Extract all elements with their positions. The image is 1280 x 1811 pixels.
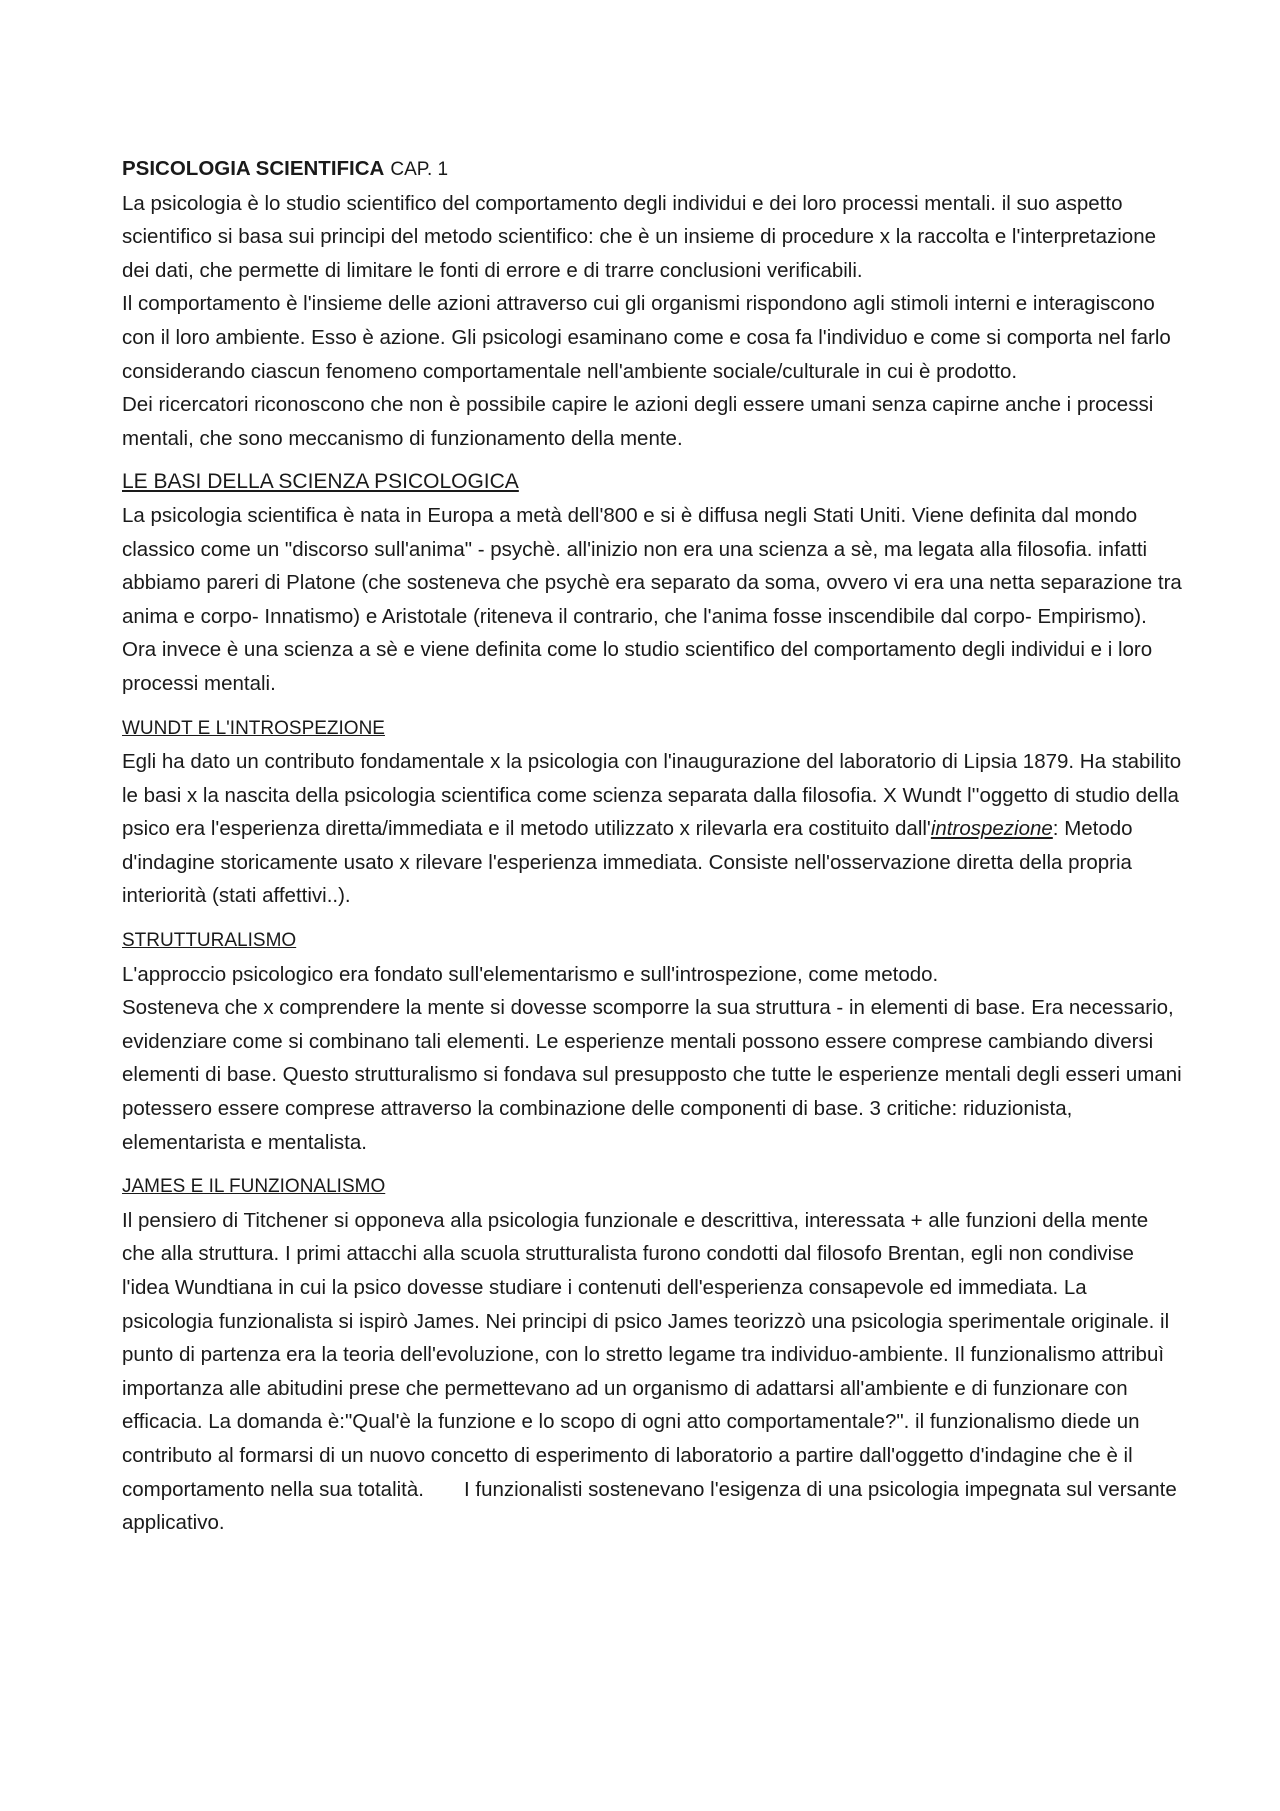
wundt-paragraph (122, 745, 1182, 913)
wundt-text-before: Egli ha dato un contributo fondamentale x la psicologia con l'inaugurazione del laboratorio di Lipsia 1879. Ha stabilito le basi x la nascita della psicologia scientifica come scienza separata dalla filosofia. X Wundt l''oggetto di studio della psico era l'esperienza diretta/immediata e il metodo utilizzato x rilevarla era costituito dall' (122, 750, 1182, 841)
title-line (122, 152, 1182, 187)
chapter-label: CAP. 1 (390, 159, 449, 180)
james-text: Il pensiero di Titchener si opponeva alla psicologia funzionale e descrittiva, interessata + alle funzioni della mente che alla struttura. I primi attacchi alla scuola strutturalista furono condotti dal filosofo Brentan, egli non condivise l'idea Wundtiana in cui la psico dovesse studiare i contenuti dell'esperienza consapevole ed immediata. La psicologia funzionalista si ispirò James. Nei principi di psico James teorizzò una psicologia sperimentale originale. il punto di partenza era la teoria dell'evoluzione, con lo stretto legame tra individuo-ambiente. Il funzionalismo attribuì importanza alle abitudini prese che permettevano ad un organismo di adattarsi all'ambiente e di funzionare con efficacia. La domanda è:"Qual'è la funzione e lo scopo di ogni atto comportamentale?". il funzionalismo diede un contributo al formarsi di un nuovo concetto di esperimento di laboratorio a partire dall'oggetto d'indagine che è il comportamento nella sua totalità. (122, 1208, 1170, 1501)
heading-strutturalismo: STRUTTURALISMO (122, 930, 297, 952)
introspezione-term: introspezione (930, 817, 1053, 841)
basi-paragraph: La psicologia scientifica è nata in Europa a metà dell'800 e si è diffusa negli Stati Uniti. Viene definita dal mondo classico come un "discorso sull'anima" - psychè. all'inizio non era una scienza a sè, ma legata alla filosofia. infatti abbiamo pareri di Platone (che sosteneva che psychè era separato da soma, ovvero vi era una netta separazione tra anima e corpo- Innatismo) e Aristotale (riteneva il contrario, che l'anima fosse inscendibile dal corpo- Empirismo). Ora invece è una scienza a sè e viene definita come lo studio scientifico del comportamento degli individui e i loro processi mentali. (122, 503, 1182, 695)
intro-paragraph-2: Il comportamento è l'insieme delle azioni attraverso cui gli organismi rispondono agli stimoli interni e interagiscono con il loro ambiente. Esso è azione. Gli psicologi esaminano come e cosa fa l'individuo e come si comporta nel farlo considerando ciascun fenomeno comportamentale nell'ambiente sociale/culturale in cui è prodotto. (122, 292, 1171, 383)
heading-basi: LE BASI DELLA SCIENZA PSICOLOGICA (122, 470, 519, 494)
heading-james: JAMES E IL FUNZIONALISMO (122, 1176, 386, 1198)
document-page (122, 152, 1182, 1540)
strutturalismo-line-2: Sosteneva che x comprendere la mente si dovesse scomporre la sua struttura - in elementi di base. Era necessario, evidenziare come si combinano tali elementi. Le esperienze mentali possono essere comprese cambiando diversi elementi di base. Questo strutturalismo si fondava sul presupposto che tutte le esperienze mentali degli esseri umani potessero essere comprese attraverso la combinazione delle componenti di base. 3 critiche: riduzionista, elementarista e mentalista. (122, 996, 1182, 1154)
wundt-text-after: : Metodo d'indagine storicamente usato x rilevare l'esperienza immediata. Consiste nell'osservazione diretta della propria interiorità (stati affettivi..). (122, 817, 1133, 908)
heading-wundt: WUNDT E L'INTROSPEZIONE (122, 717, 385, 739)
intro-paragraph-1: La psicologia è lo studio scientifico del comportamento degli individui e dei loro processi mentali. il suo aspetto scientifico si basa sui principi del metodo scientifico: che è un insieme di procedure x la raccolta e l'interpretazione dei dati, che permette di limitare le fonti di errore e di trarre conclusioni verificabili. (122, 191, 1156, 282)
james-text-tail: I funzionalisti sostenevano l'esigenza di una psicologia impegnata sul versante applicativo. (122, 1477, 1177, 1535)
strutturalismo-line-1: L'approccio psicologico era fondato sull'elementarismo e sull'introspezione, come metodo. (122, 962, 939, 986)
intro-paragraph-3: Dei ricercatori riconoscono che non è possibile capire le azioni degli essere umani senza capirne anche i processi mentali, che sono meccanismo di funzionamento della mente. (122, 393, 1154, 450)
document-title: PSICOLOGIA SCIENTIFICA (122, 157, 385, 180)
james-paragraph (122, 1204, 1182, 1540)
